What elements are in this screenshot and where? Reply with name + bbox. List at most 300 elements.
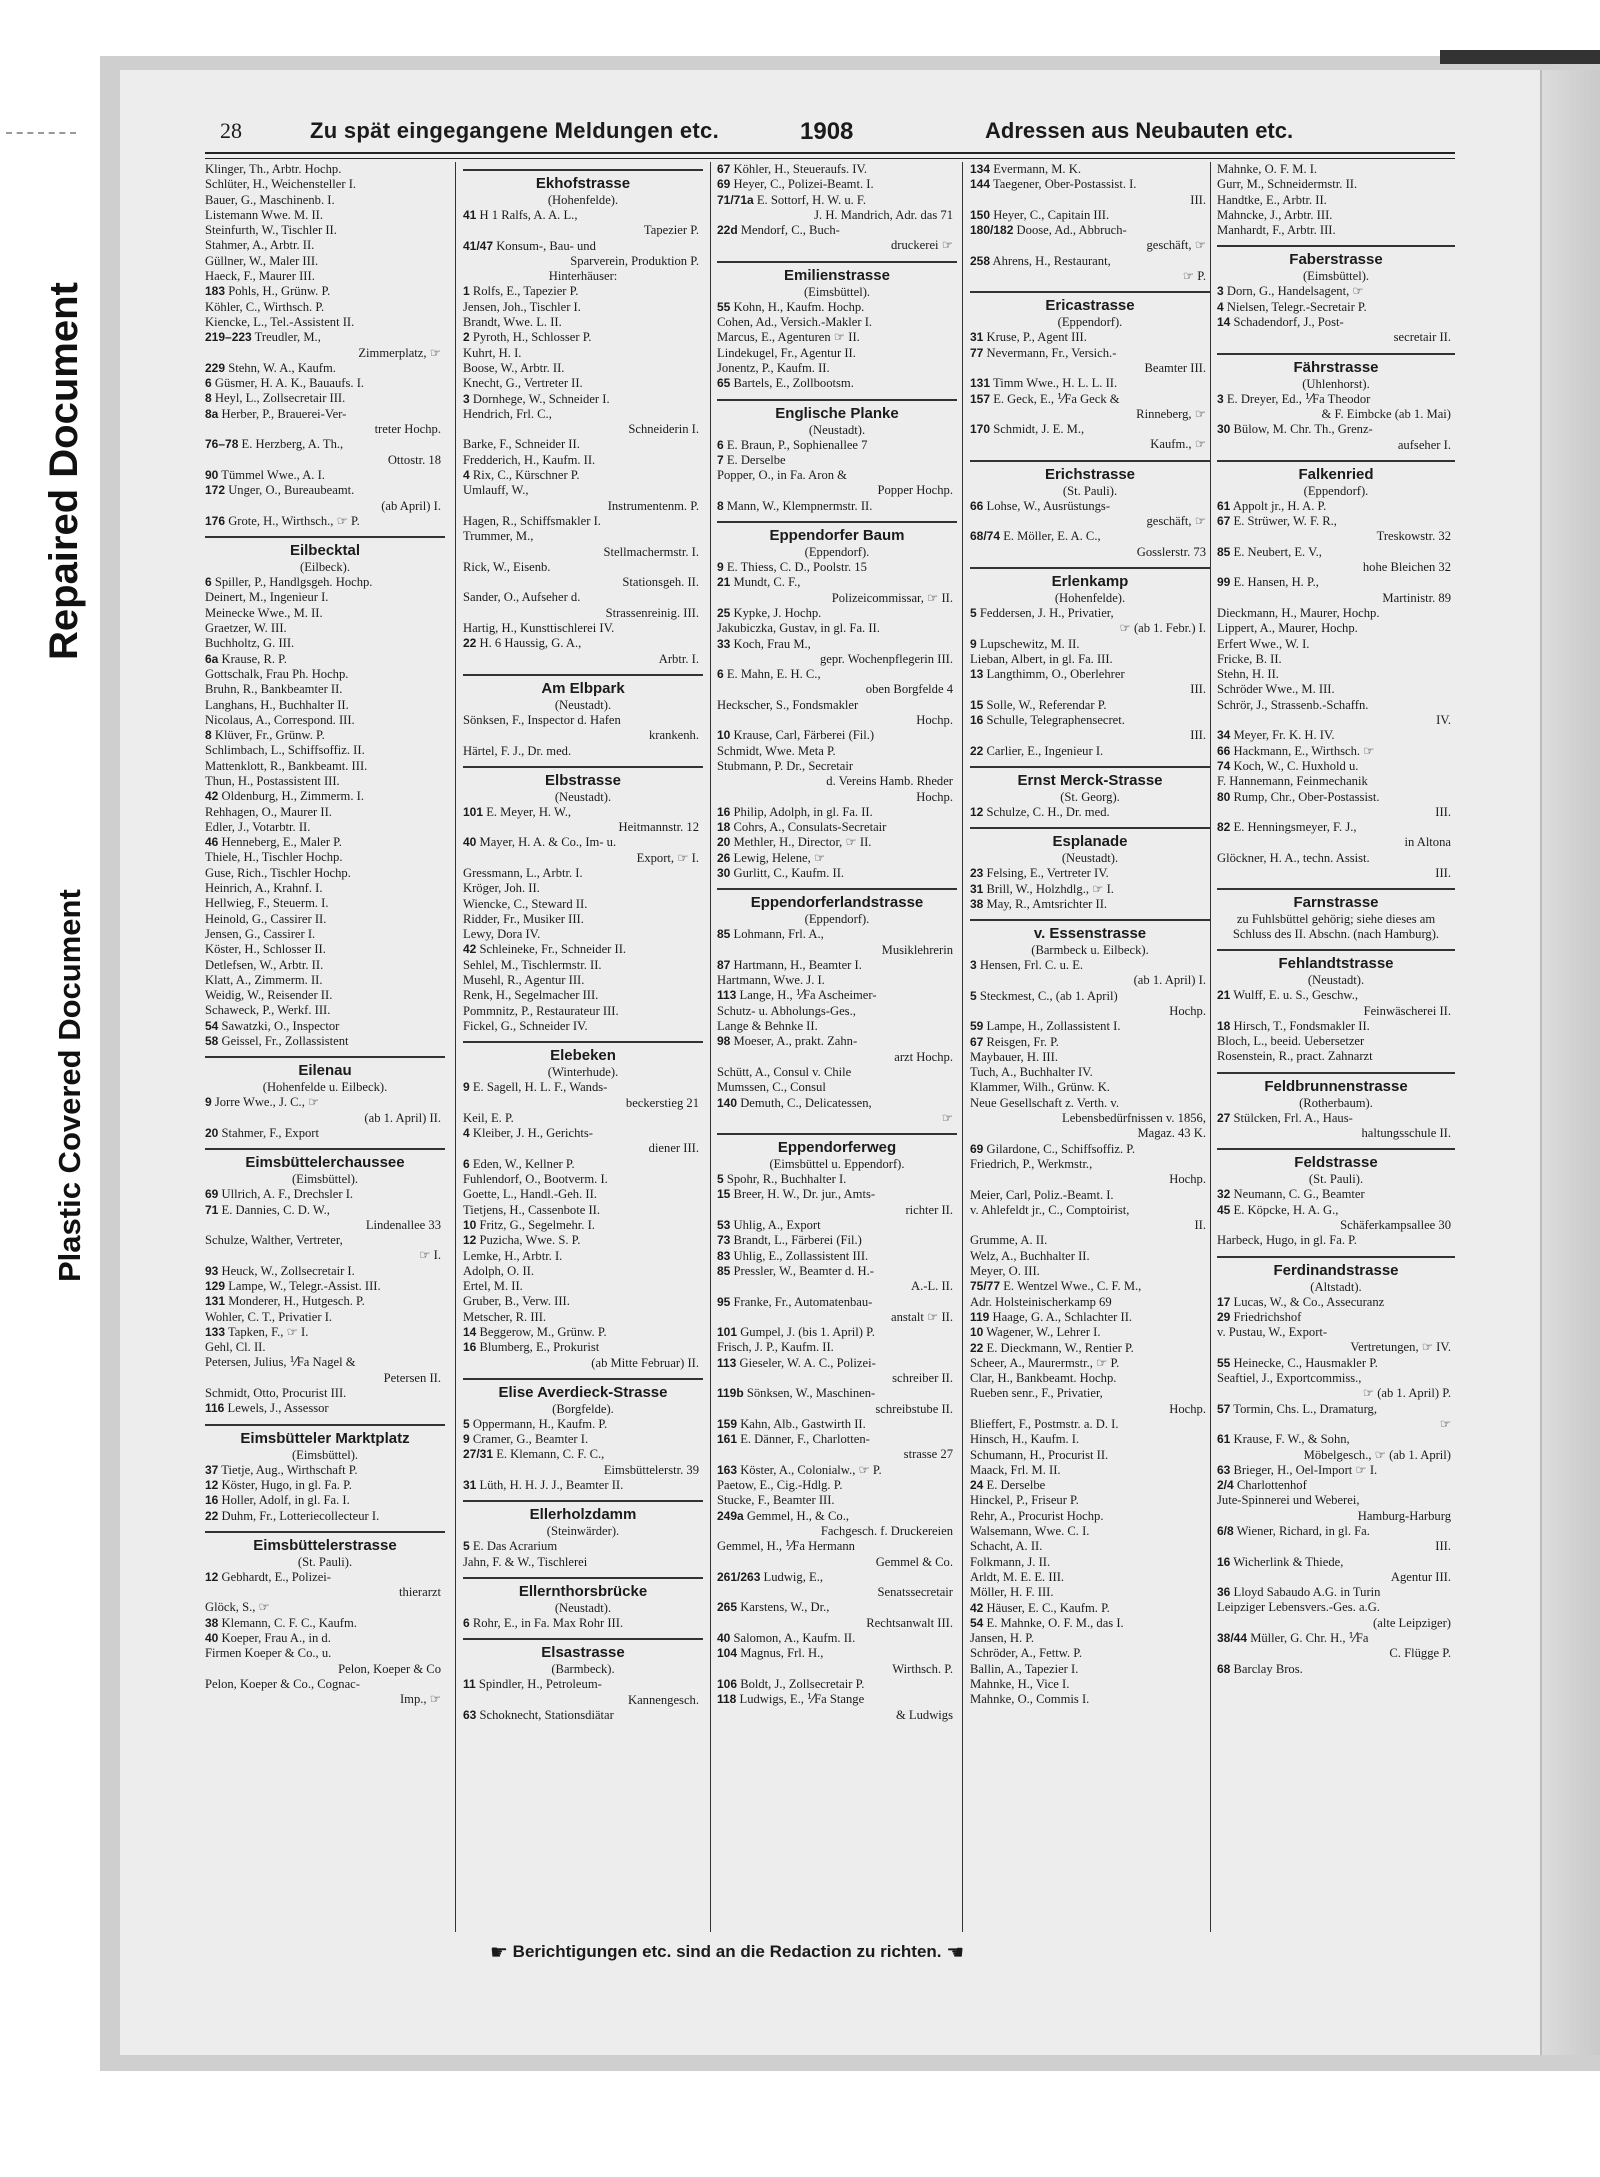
entry-text: Hinterhäuser: — [548, 269, 618, 284]
pointing-hand-icon: ☛ — [490, 1942, 508, 1964]
entry-line — [463, 897, 703, 912]
entry-line — [463, 208, 703, 223]
entry-text: Blumberg, E., Prokurist — [479, 1340, 600, 1355]
entry-text: Gemmel & Co. — [875, 1554, 953, 1569]
house-number: 22d — [717, 223, 738, 238]
entry-text: Schröder Wwe., M. III. — [1217, 682, 1335, 697]
district-name: (Uhlenhorst). — [1302, 376, 1370, 391]
entry-text: Clar, H., Bankbeamt. Hochp. — [970, 1371, 1117, 1386]
entry-text: ☞ — [1439, 1416, 1451, 1431]
entry-line — [717, 851, 957, 866]
entry-text: Lindenallee 33 — [365, 1217, 441, 1232]
entry-text: Brieger, H., Oel-Import ☞ I. — [1233, 1462, 1378, 1477]
entry-text: Stehn, W. A., Kaufm. — [228, 360, 336, 375]
entry-line — [717, 330, 957, 345]
house-number: 131 — [970, 376, 991, 391]
entry-line — [970, 958, 1210, 973]
entry-text: E. Strüwer, W. F. R., — [1233, 514, 1337, 529]
entry-text: Marcus, E., Agenturen ☞ II. — [717, 330, 860, 345]
entry-text: Ballin, A., Tapezier I. — [970, 1661, 1079, 1676]
entry-line — [970, 682, 1210, 697]
entry-text: Lieban, Albert, in gl. Fa. III. — [970, 651, 1113, 666]
entry-text: Schrör, J., Strassenb.-Schaffn. — [1217, 697, 1369, 712]
entry-text: Pelon, Koeper & Co — [338, 1661, 441, 1676]
entry-line — [717, 667, 957, 682]
entry-text: Meyer, O. III. — [970, 1264, 1040, 1279]
entry-line — [205, 606, 445, 621]
entry-line — [717, 866, 957, 881]
entry-line — [1217, 422, 1455, 437]
house-number: 6 — [717, 437, 724, 452]
entry-text: Friedrichshof — [1233, 1309, 1302, 1324]
entry-line — [463, 1203, 703, 1218]
entry-text: Steckmest, C., (ab 1. April) — [979, 988, 1118, 1003]
entry-line — [205, 774, 445, 789]
entry-line — [463, 606, 703, 621]
entry-line — [717, 208, 957, 223]
entry-line — [205, 1463, 445, 1478]
entry-line — [970, 1157, 1210, 1172]
entry-text: Cohrs, A., Consulats-Secretair — [733, 820, 887, 835]
entry-text: Jensen, G., Cassirer I. — [205, 926, 316, 941]
house-number: 16 — [717, 804, 731, 819]
entry-text: Geissel, Fr., Zollassistent — [221, 1034, 349, 1049]
entry-line — [717, 1111, 957, 1126]
header-year: 1908 — [800, 118, 854, 145]
entry-text: Härtel, F. J., Dr. med. — [463, 743, 572, 758]
street-name: v. Essenstrasse — [1033, 925, 1147, 943]
house-number: 40 — [463, 835, 477, 850]
entry-line — [970, 1402, 1210, 1417]
district-name: (Eppendorf). — [804, 912, 870, 927]
entry-line — [205, 743, 445, 758]
house-number: 42 — [205, 789, 219, 804]
entry-line — [970, 989, 1210, 1004]
entry-text: Lange & Behnke II. — [717, 1019, 818, 1034]
entry-text: Henneberg, E., Maler P. — [221, 835, 342, 850]
entry-text: Wirthsch. P. — [892, 1661, 953, 1676]
entry-line — [205, 835, 445, 850]
entry-line — [970, 1249, 1210, 1264]
entry-text: Tormin, Chs. L., Dramaturg, — [1233, 1401, 1377, 1416]
entry-line — [205, 636, 445, 651]
entry-line — [205, 254, 445, 269]
entry-text: Hochp. — [1169, 1172, 1206, 1187]
entry-text: thierarzt — [399, 1585, 441, 1600]
entry-text: Karstens, W., Dr., — [740, 1600, 830, 1615]
house-number: 176 — [205, 513, 226, 528]
entry-line — [717, 835, 957, 850]
entry-line — [463, 1555, 703, 1570]
page-footer — [490, 1940, 1210, 1970]
entry-text: III. — [1435, 804, 1451, 819]
entry-line — [205, 193, 445, 208]
entry-line — [717, 927, 957, 942]
entry-line — [717, 1662, 957, 1677]
house-number: 31 — [970, 881, 984, 896]
entry-line — [1217, 1662, 1455, 1677]
street-name: Ferdinandstrasse — [1273, 1261, 1399, 1279]
house-number: 113 — [717, 1355, 737, 1370]
entry-text: Köster, A., Colonialw., ☞ P. — [740, 1462, 882, 1477]
entry-line — [717, 1646, 957, 1661]
entry-text: Glöckner, H. A., techn. Assist. — [1217, 850, 1370, 865]
entry-line — [1217, 652, 1455, 667]
entry-text: geschäft, ☞ — [1146, 238, 1206, 253]
entry-line — [970, 1478, 1210, 1493]
entry-line — [463, 376, 703, 391]
entry-line — [717, 1356, 957, 1371]
entry-text: Hinsch, H., Kaufm. I. — [970, 1432, 1080, 1447]
entry-line — [463, 851, 703, 866]
entry-text: ☞ I. — [419, 1248, 441, 1263]
footer-text: Berichtigungen etc. sind an die Redaction zu richten. — [512, 1941, 942, 1961]
entry-text: Charlottenhof — [1236, 1478, 1307, 1493]
street-name: Am Elbpark — [541, 679, 625, 697]
entry-line — [463, 346, 703, 361]
entry-line — [205, 698, 445, 713]
column-divider — [455, 162, 456, 1932]
entry-text: ☞ (ab 1. April) P. — [1362, 1386, 1451, 1401]
house-number: 229 — [205, 360, 226, 375]
entry-text: Vertretungen, ☞ IV. — [1350, 1340, 1451, 1355]
entry-line — [205, 407, 445, 422]
entry-line — [717, 1432, 957, 1447]
entry-text: Deinert, M., Ingenieur I. — [205, 590, 329, 605]
entry-line — [463, 1172, 703, 1187]
entry-line — [717, 1295, 957, 1310]
house-number: 18 — [717, 820, 731, 835]
entry-text: Jakubiczka, Gustav, in gl. Fa. II. — [717, 621, 880, 636]
house-number: 9 — [463, 1080, 470, 1095]
street-name: Fährstrasse — [1293, 358, 1379, 376]
entry-text: Lippert, A., Maurer, Hochp. — [1217, 621, 1358, 636]
column-2 — [463, 162, 703, 1932]
entry-text: Mendorf, C., Buch- — [740, 223, 840, 238]
house-number: 69 — [205, 1187, 219, 1202]
entry-text: v. Pustau, W., Export- — [1217, 1325, 1328, 1340]
entry-text: E. Derselbe — [726, 452, 786, 467]
entry-line — [463, 239, 703, 254]
entry-line — [717, 652, 957, 667]
entry-line — [463, 330, 703, 345]
entry-line — [1217, 545, 1455, 560]
street-name: Feldstrasse — [1294, 1154, 1378, 1172]
entry-line — [970, 1601, 1210, 1616]
entry-line — [205, 177, 445, 192]
entry-line — [463, 361, 703, 376]
entry-text: H. 6 Haussig, G. A., — [479, 636, 582, 651]
entry-text: Thiele, H., Tischler Hochp. — [205, 850, 343, 865]
entry-text: Schäferkampsallee 30 — [1340, 1217, 1451, 1232]
entry-line — [205, 391, 445, 406]
entry-text: Guse, Rich., Tischler Hochp. — [205, 865, 351, 880]
entry-text: Heinold, G., Cassirer II. — [205, 911, 327, 926]
entry-line — [1217, 438, 1455, 453]
entry-line — [970, 1692, 1210, 1707]
house-number: 55 — [717, 299, 731, 314]
entry-line — [205, 361, 445, 376]
house-number: 75/77 — [970, 1279, 1001, 1294]
entry-line — [1217, 988, 1455, 1003]
entry-line — [205, 346, 445, 361]
entry-line — [970, 407, 1210, 422]
entry-text: Fredderich, H., Kaufm. II. — [463, 452, 596, 467]
entry-text: Schumann, H., Procurist II. — [970, 1447, 1109, 1462]
entry-line — [205, 1570, 445, 1585]
house-number: 54 — [205, 1018, 219, 1033]
entry-text: Güllner, W., Maler III. — [205, 253, 319, 268]
entry-text: Kruse, P., Agent III. — [986, 330, 1087, 345]
entry-text: Taegener, Ober-Postassist. I. — [992, 177, 1137, 192]
entry-text: Rehhagen, O., Maurer II. — [205, 804, 332, 819]
entry-line — [205, 1310, 445, 1325]
entry-line — [717, 1600, 957, 1615]
entry-text: Steinfurth, W., Tischler II. — [205, 223, 337, 238]
entry-line — [717, 162, 957, 177]
entry-line — [970, 1463, 1210, 1478]
house-number: 159 — [717, 1416, 738, 1431]
binder-tab — [1440, 50, 1600, 64]
entry-text: Kiencke, L., Tel.-Assistent II. — [205, 314, 355, 329]
entry-text: Fricke, B. II. — [1217, 651, 1282, 666]
house-number: 71/71a — [717, 192, 754, 207]
entry-text: E. Das Acrarium — [472, 1539, 558, 1554]
entry-line — [970, 422, 1210, 437]
annotation-strip — [0, 0, 100, 1340]
pointing-hand-icon: ☚ — [946, 1942, 965, 1964]
entry-text: Möller, H. F. III. — [970, 1585, 1054, 1600]
entry-text: Gottschalk, Frau Ph. Hochp. — [205, 666, 349, 681]
entry-text: hohe Bleichen 32 — [1362, 560, 1451, 575]
entry-text: Klüver, Fr., Grünw. P. — [214, 728, 325, 743]
entry-text: Sönksen, W., Maschinen- — [746, 1386, 876, 1401]
entry-line — [970, 1188, 1210, 1203]
entry-text: Export, ☞ I. — [636, 850, 699, 865]
entry-line — [463, 1463, 703, 1478]
entry-line — [463, 1111, 703, 1126]
entry-line — [463, 1126, 703, 1141]
entry-line — [970, 1203, 1210, 1218]
street-name: Faberstrasse — [1289, 251, 1383, 269]
street-heading — [1217, 949, 1455, 988]
page-number: 28 — [220, 118, 242, 143]
entry-line — [463, 1677, 703, 1692]
entry-text: Heuck, W., Zollsecretair I. — [221, 1263, 355, 1278]
house-number: 65 — [717, 376, 731, 391]
entry-text: Kuhrt, H. I. — [463, 345, 522, 360]
entry-line — [970, 667, 1210, 682]
house-number: 34 — [1217, 728, 1231, 743]
street-heading — [463, 1577, 703, 1616]
entry-line — [717, 1310, 957, 1325]
entry-text: Weidig, W., Reisender II. — [205, 988, 333, 1003]
entry-line — [1217, 1417, 1455, 1432]
entry-line — [1217, 835, 1455, 850]
entry-line — [1217, 499, 1455, 514]
entry-text: Welz, A., Buchhalter II. — [970, 1248, 1090, 1263]
house-number: 31 — [970, 330, 984, 345]
street-heading — [970, 919, 1210, 958]
entry-text: Neumann, C. G., Beamter — [1233, 1187, 1365, 1202]
entry-text: Kohn, H., Kaufm. Hochp. — [733, 299, 865, 314]
entry-text: richter II. — [905, 1202, 953, 1217]
entry-text: Carlier, E., Ingenieur I. — [986, 743, 1104, 758]
entry-line — [1217, 193, 1455, 208]
entry-text: Franke, Fr., Automatenbau- — [733, 1294, 873, 1309]
entry-text: Tapezier P. — [643, 223, 699, 238]
entry-text: Wulff, E. u. S., Geschw., — [1233, 988, 1358, 1003]
entry-line — [1217, 1203, 1455, 1218]
entry-line — [717, 1447, 957, 1462]
entry-text: Lohmann, Frl. A., — [733, 927, 824, 942]
entry-line — [463, 575, 703, 590]
entry-line — [463, 1708, 703, 1723]
house-number: 144 — [970, 177, 991, 192]
entry-line — [1217, 177, 1455, 192]
entry-line — [717, 1708, 957, 1723]
entry-line — [970, 1279, 1210, 1294]
entry-line — [1217, 1585, 1455, 1600]
district-name: (Rotherbaum). — [1299, 1095, 1373, 1110]
entry-text: Detlefsen, W., Arbtr. II. — [205, 957, 324, 972]
entry-text: Tietje, Aug., Wirthschaft P. — [221, 1462, 358, 1477]
entry-text: Lupschewitz, M. II. — [979, 636, 1080, 651]
entry-line — [970, 437, 1210, 452]
entry-text: Wohler, C. T., Privatier I. — [205, 1309, 333, 1324]
house-number: 41/47 — [463, 238, 494, 253]
house-number: 58 — [205, 1034, 219, 1049]
entry-text: Klemann, C. F. C., Kaufm. — [221, 1615, 357, 1630]
entry-text: Bauer, G., Maschinenb. I. — [205, 192, 335, 207]
street-name: Elebeken — [550, 1047, 616, 1065]
column-5 — [1217, 162, 1455, 1932]
entry-text: & F. Eimbcke (ab 1. Mai) — [1321, 406, 1451, 421]
house-number: 45 — [1217, 1202, 1231, 1217]
entry-line — [1217, 744, 1455, 759]
entry-line — [205, 1493, 445, 1508]
entry-line — [970, 1233, 1210, 1248]
entry-line — [205, 1264, 445, 1279]
entry-line — [463, 805, 703, 820]
house-number: 38 — [970, 896, 984, 911]
entry-text: Wiener, Richard, in gl. Fa. — [1236, 1524, 1370, 1538]
house-number: 6 — [205, 376, 212, 391]
district-name: (Eimsbüttel u. Eppendorf). — [769, 1157, 905, 1172]
entry-line — [717, 453, 957, 468]
entry-line — [463, 545, 703, 560]
entry-text: Oldenburg, H., Zimmerm. I. — [221, 789, 364, 804]
entry-text: J. H. Mandrich, Adr. das 71 — [814, 207, 953, 222]
house-number: 85 — [717, 1263, 731, 1278]
street-name: Ericastrasse — [1045, 297, 1135, 315]
entry-line — [463, 927, 703, 942]
house-number: 4 — [463, 1126, 470, 1141]
entry-line — [970, 1493, 1210, 1508]
entry-text: Stahmer, A., Arbtr. II. — [205, 238, 315, 253]
entry-text: Meyer, Fr. K. H. IV. — [1233, 728, 1335, 743]
street-name: Erichstrasse — [1044, 465, 1136, 483]
entry-text: Schütt, A., Consul v. Chile — [717, 1064, 852, 1079]
entry-text: Moeser, A., prakt. Zahn- — [733, 1034, 858, 1049]
street-name: Falkenried — [1298, 465, 1374, 483]
entry-text: Köster, H., Schlosser II. — [205, 942, 326, 957]
entry-line — [463, 1141, 703, 1156]
street-heading — [205, 1531, 445, 1570]
entry-line — [717, 1524, 957, 1539]
entry-text: Heitmannstr. 12 — [618, 820, 699, 835]
entry-line — [463, 1616, 703, 1631]
entry-line — [717, 193, 957, 208]
entry-line — [970, 1341, 1210, 1356]
entry-line — [970, 897, 1210, 912]
entry-line — [970, 1126, 1210, 1141]
entry-line — [463, 284, 703, 299]
house-number: 87 — [717, 957, 731, 972]
entry-line — [205, 575, 445, 590]
house-number: 6/8 — [1217, 1524, 1234, 1538]
entry-line — [970, 1386, 1210, 1401]
entry-text: Rosenstein, R., pract. Zahnarzt — [1217, 1049, 1373, 1064]
house-number: 61 — [1217, 1432, 1231, 1447]
entry-text: Felsing, E., Vertreter IV. — [986, 866, 1109, 881]
entry-line — [970, 1646, 1210, 1661]
entry-line — [205, 1509, 445, 1524]
street-heading — [205, 1424, 445, 1463]
entry-text: Lucas, W., & Co., Assecuranz — [1233, 1294, 1385, 1309]
entry-line — [717, 1065, 957, 1080]
entry-line — [1217, 315, 1455, 330]
entry-text: Lewels, J., Assessor — [227, 1401, 329, 1416]
entry-text: Brill, W., Holzhdlg., ☞ I. — [986, 881, 1114, 896]
entry-line — [717, 774, 957, 789]
plastic-covered-label: Plastic Covered Document — [52, 889, 87, 1282]
entry-line — [970, 238, 1210, 253]
entry-text: Ridder, Fr., Musiker III. — [463, 911, 584, 926]
entry-text: Hochp. — [916, 713, 953, 728]
entry-line — [205, 1600, 445, 1615]
street-heading — [463, 766, 703, 805]
entry-text: Mahnke, H., Vice I. — [970, 1677, 1070, 1692]
entry-line — [1217, 698, 1455, 713]
entry-text: Metscher, R. III. — [463, 1309, 547, 1324]
entry-text: E. Köpcke, H. A. G., — [1233, 1202, 1339, 1217]
entry-line — [463, 590, 703, 605]
entry-line — [205, 1111, 445, 1126]
entry-text: Jensen, Joh., Tischler I. — [463, 299, 581, 314]
entry-text: Manhardt, F., Arbtr. III. — [1217, 223, 1336, 238]
house-number: 54 — [970, 1615, 984, 1630]
entry-line — [1217, 1371, 1455, 1386]
entry-line — [463, 223, 703, 238]
entry-text: Spindler, H., Petroleum- — [478, 1677, 602, 1692]
entry-line — [717, 713, 957, 728]
directory-columns — [205, 162, 1455, 1932]
entry-text: Fuhlendorf, O., Bootverm. I. — [463, 1172, 608, 1187]
entry-line — [1217, 1004, 1455, 1019]
entry-line — [463, 1264, 703, 1279]
entry-text: Unger, O., Bureaubeamt. — [228, 483, 355, 498]
street-heading — [970, 567, 1210, 606]
entry-line — [717, 1417, 957, 1432]
entry-line — [463, 1157, 703, 1172]
entry-line — [205, 942, 445, 957]
entry-line — [717, 1631, 957, 1646]
entry-line — [463, 1447, 703, 1462]
entry-text: Barclay Bros. — [1233, 1661, 1303, 1676]
entry-text: Fachgesch. f. Druckereien — [820, 1523, 953, 1538]
entry-text: Strassenreinig. III. — [605, 605, 699, 620]
